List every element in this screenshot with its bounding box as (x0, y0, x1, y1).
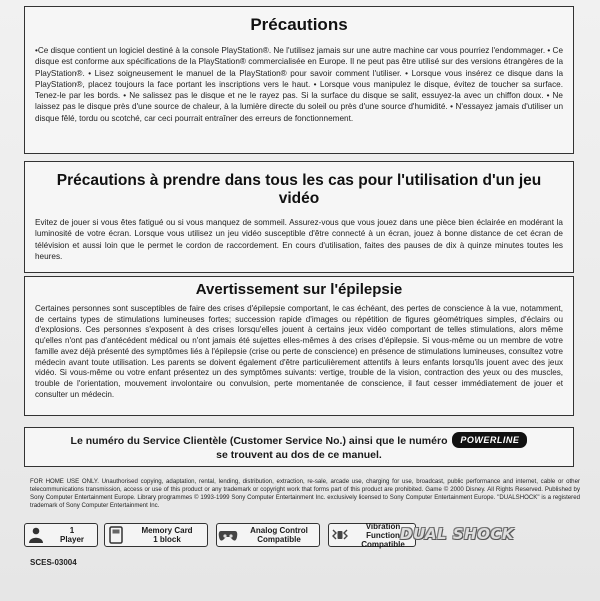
vibration-title: Vibration Function (365, 521, 401, 540)
video-precautions-box (24, 161, 574, 273)
precautions-text: •Ce disque contient un logiciel destiné à la console PlayStation®. Ne l'utilisez jamais sur une autre machine car vous pourriez l'endommager. • Ce disque est conforme aux spécifications de la PlayStation® commercialisée en Europe. Il ne peut pas être utilisé sur des versions étrangères de la PlayStation®. • Lisez soigneusement le manuel de la PlayStation® pour savoir comment l'utiliser. • Lorsque vous insérez ce disque dans la PlayStation®, placez toujours la face portant les inscriptions vers le haut. • Lorsque vous manipulez le disque, évitez de toucher sa surface. Tenez-le par les bords. • Ne salissez pas le disque et ne le rayez pas. Si la surface du disque se salit, essuyez-la avec un chiffon doux. • Ne laissez pas le disque près d'une source de chaleur, à la lumière directe du soleil ou près d'une source d'humidité. • N'essayez jamais d'utiliser un disque fêlé, tordu ou scotché, car ceci pourrait entraîner des erreurs de fonctionnement. (35, 46, 563, 123)
analog-controller-icon (217, 524, 239, 546)
players-badge (24, 523, 98, 547)
video-precautions-title: Précautions à prendre dans tous les cas pour l'utilisation d'un jeu vidéo (56, 172, 542, 207)
epilepsy-text: Certaines personnes sont susceptibles de faire des crises d'épilepsie comportant, le cas échéant, des pertes de conscience à la vue, notamment, de certains types de stimulations lumineuses fortes; succession rapide d'images ou répétition de figures géométriques simples, d'éclairs ou d'explosions. Ces personnes s'exposent à des crises lorsqu'elles jouent à certains jeux vidéo comportant de telles stimulations, alors même qu'elles n'ont pas d'antécédent médical ou n'ont jamais été sujettes elles-mêmes à des crises d'épilepsie. Si vous-même ou un membre de votre famille avez déjà présenté des symptômes liés à l'épilepsie (crise ou perte de conscience) en présence de stimulations lumineuses, consultez votre médecin avant toute utilisation. Les parents se doivent également d'être particulièrement attentifs à leurs enfants lorsqu'ils jouent avec des jeux vidéo. Si vous-même ou votre enfant présentez un des symptômes suivants: vertige, trouble de la vision, contraction des yeux ou des muscles, trouble de l'orientation, mouvement involontaire ou convulsion, perte momentanée de conscience, il faut cesser immédiatement de jouer et consulter un médecin. (35, 304, 563, 399)
analog-control-label (239, 526, 319, 544)
memory-card-blocks: 1 block (153, 535, 181, 544)
memory-card-label (127, 526, 207, 544)
players-unit: Player (59, 535, 85, 544)
precautions-title: Précautions (250, 15, 348, 34)
epilepsy-title: Avertissement sur l'épilepsie (195, 281, 403, 298)
vibration-icon (329, 524, 351, 546)
epilepsy-box (24, 276, 574, 416)
analog-control-title: Analog Control (250, 526, 308, 535)
customer-service-box (24, 427, 574, 467)
players-count: 1 (69, 526, 75, 535)
memory-card-icon (105, 524, 127, 546)
player-icon (25, 524, 47, 546)
powerline-logo: POWERLINE (452, 432, 527, 448)
product-code: SCES-03004 (30, 558, 77, 567)
players-label (47, 526, 97, 544)
vibration-status: Compatible (361, 539, 405, 549)
customer-service-line1 (35, 432, 563, 448)
legal-notice: FOR HOME USE ONLY. Unauthorised copying, adaptation, rental, lending, distribution, extraction, re-sale, arcade use, charging for use, broadcast, public performance and internet, cable or other telecommunications transmission, access or use of this product or any trademark or copyright work that forms part of this product are prohibited. Game © 2000 Disney. All Rights Reserved. Published by Sony Computer Entertainment Europe. Library programmes © 1993-1999 Sony Computer Entertainment Inc. exclusively licensed to Sony Computer Entertainment Europe. "DUALSHOCK" is a registered trademark of Sony Computer Entertainment Inc. (30, 478, 580, 510)
memory-card-badge (104, 523, 208, 547)
customer-service-line2: se trouvent au dos de ce manuel. (216, 449, 382, 461)
analog-control-badge (216, 523, 320, 547)
feature-badges (24, 523, 584, 549)
memory-card-title: Memory Card (141, 526, 193, 535)
video-precautions-text: Evitez de jouer si vous êtes fatigué ou si vous manquez de sommeil. Assurez-vous que vous jouez dans une pièce bien éclairée en modérant la luminosité de votre écran. Lorsque vous utilisez un jeu vidéo susceptible d'être connecté à un écran, jouez à bonne distance de cet écran de télévision et aussi loin que le permet le cordon de raccordement. En cours d'utilisation, faites des pauses de dix à quinze minutes toutes les heures. (35, 218, 563, 261)
customer-service-text: Le numéro du Service Clientèle (Customer Service No.) ainsi que le numéro (70, 435, 448, 447)
analog-control-status: Compatible (257, 535, 301, 544)
dualshock-logo: DUAL SHOCK (400, 525, 515, 543)
precautions-box (24, 6, 574, 154)
